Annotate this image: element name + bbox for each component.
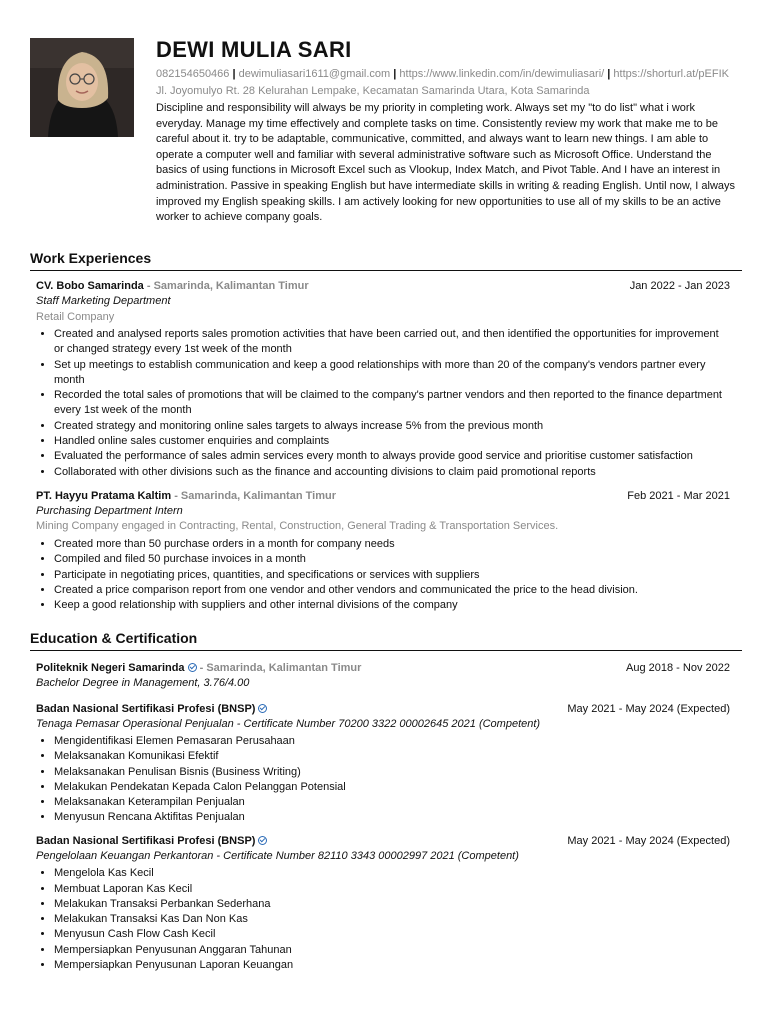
list-item: • Mempersiapkan Penyusunan Anggaran Tahunan [54, 943, 730, 958]
list-item: • Mempersiapkan Penyusunan Laporan Keuangan [54, 958, 730, 973]
company-description: Mining Company engaged in Contracting, Rental, Construction, General Trading & Transportation Services. [36, 520, 559, 533]
phone-number: 082154650466 [156, 68, 230, 80]
organization-name: Badan Nasional Sertifikasi Profesi (BNSP) [36, 834, 256, 847]
list-item: • Melakukan Pendekatan Kepada Calon Pelanggan Potensial [54, 780, 730, 795]
education-section [30, 630, 742, 973]
company-description: Retail Company [36, 310, 115, 323]
list-item: • Set up meetings to establish communication and keep a good relationships with more than 20 of the company's vendors partner every month [54, 358, 730, 389]
list-item: • Menyusun Cash Flow Cash Kecil [54, 927, 730, 942]
work-entry [36, 278, 730, 480]
list-item: • Created a price comparison report from one vendor and other vendors and communicated the price to the head division. [54, 583, 730, 598]
job-title: Staff Marketing Department [36, 295, 171, 307]
list-item: • Recorded the total sales of promotions that will be claimed to the company's partner vendors and then reported to the finance department every 1st week of the month [54, 388, 730, 419]
organization-name: PT. Hayyu Pratama Kaltim [36, 489, 172, 502]
competency-list [36, 734, 730, 826]
linkedin-link[interactable]: https://www.linkedin.com/in/dewimuliasari/ [399, 68, 605, 80]
location: - Samarinda, Kalimantan Timur [146, 280, 309, 292]
contact-line [156, 68, 742, 81]
list-item: • Created and analysed reports sales promotion activities that have been carried out, and then identified the opportunities for improvement or changed strategy every 1st week of the month [54, 327, 730, 358]
responsibility-list [36, 537, 730, 613]
certification-entry [36, 701, 730, 826]
date-range: Jan 2022 - Jan 2023 [629, 280, 730, 292]
profile-photo [30, 38, 134, 137]
responsibility-list [36, 327, 730, 480]
certificate-title: Tenaga Pemasar Operasional Penjualan - Certificate Number 70200 3322 00002645 2021 (Competent) [36, 717, 541, 730]
verified-check-icon [258, 836, 267, 845]
list-item: • Created strategy and monitoring online sales targets to always increase 5% from the previous month [54, 419, 730, 434]
candidate-name: DEWI MULIA SARI [156, 37, 352, 62]
job-title: Purchasing Department Intern [36, 504, 183, 517]
separator: | [232, 68, 236, 80]
certificate-title: Pengelolaan Keuangan Perkantoran - Certificate Number 82110 3343 00002997 2021 (Competent) [36, 849, 519, 862]
work-entry [36, 488, 730, 613]
location: - Samarinda, Kalimantan Timur [199, 662, 362, 674]
email-link[interactable]: dewimuliasari1611@gmail.com [238, 68, 391, 80]
location: - Samarinda, Kalimantan Timur [174, 489, 336, 502]
list-item: • Compiled and filed 50 purchase invoices in a month [54, 552, 730, 567]
list-item: • Evaluated the performance of sales admin services every month to always provide good service and prioritise customer satisfaction [54, 449, 730, 464]
list-item: • Created more than 50 purchase orders in a month for company needs [54, 537, 730, 552]
degree: Bachelor Degree in Management, 3.76/4.00 [36, 677, 250, 689]
certification-entry [36, 833, 730, 974]
date-range: May 2021 - May 2024 (Expected) [567, 834, 730, 847]
list-item: • Membuat Laporan Kas Kecil [54, 882, 730, 897]
shorturl-link[interactable]: https://shorturl.at/pEFIK [613, 68, 729, 80]
separator: | [607, 68, 611, 80]
date-range: May 2021 - May 2024 (Expected) [567, 702, 730, 715]
list-item: • Melaksanakan Penulisan Bisnis (Business Writing) [54, 765, 730, 780]
section-title-education: Education & Certification [30, 630, 742, 651]
verified-check-icon [188, 663, 197, 672]
organization-name: CV. Bobo Samarinda [36, 280, 144, 292]
address: Jl. Joyomulyo Rt. 28 Kelurahan Lempake, Kecamatan Samarinda Utara, Kota Samarinda [156, 85, 590, 97]
list-item: • Keep a good relationship with suppliers and other internal divisions of the company [54, 598, 730, 613]
list-item: • Menyusun Rencana Aktifitas Penjualan [54, 810, 730, 825]
list-item: • Handled online sales customer enquiries and complaints [54, 434, 730, 449]
summary-paragraph: Discipline and responsibility will always be my priority in completing work. Always set my "to do list" what i work everyday. Manage my time effectively and complete tasks on time. Consistently review my work that make me to be careful about it. try to be adaptable, communicative, committed, and always want to learn new things. I am able to operate a computer well and familiar with several administrative software such as Microsoft Office. Understand the basics of using functions in Microsoft Excel such as Vlookup, Index Match, and Pivot Table. And I have an interest in administration. Passive in speaking English but have intermediate skills in writing & reading English. Until now, I always improved my English speaking skills. I am actively looking for new opportunities to use all of my skills to be an active worker to achieve company goals. [156, 102, 736, 224]
organization-name: Politeknik Negeri Samarinda [36, 662, 185, 674]
work-section [30, 250, 742, 613]
verified-check-icon [258, 704, 267, 713]
list-item: • Mengelola Kas Kecil [54, 866, 730, 881]
list-item: • Melakukan Transaksi Perbankan Sederhana [54, 897, 730, 912]
date-range: Feb 2021 - Mar 2021 [627, 489, 730, 502]
list-item: • Mengidentifikasi Elemen Pemasaran Perusahaan [54, 734, 730, 749]
date-range: Aug 2018 - Nov 2022 [626, 662, 730, 674]
competency-list [36, 866, 730, 973]
list-item: • Melaksanakan Keterampilan Penjualan [54, 795, 730, 810]
list-item: • Participate in negotiating prices, quantities, and specifications or services with suppliers [54, 568, 730, 583]
resume-header [156, 36, 742, 226]
education-entry [36, 660, 730, 692]
separator: | [393, 68, 397, 80]
list-item: • Melakukan Transaksi Kas Dan Non Kas [54, 912, 730, 927]
list-item: • Collaborated with other divisions such as the finance and accounting divisions to claim paid promotional reports [54, 465, 730, 480]
organization-name: Badan Nasional Sertifikasi Profesi (BNSP) [36, 702, 256, 715]
section-title-work: Work Experiences [30, 250, 742, 271]
list-item: • Melaksanakan Komunikasi Efektif [54, 749, 730, 764]
